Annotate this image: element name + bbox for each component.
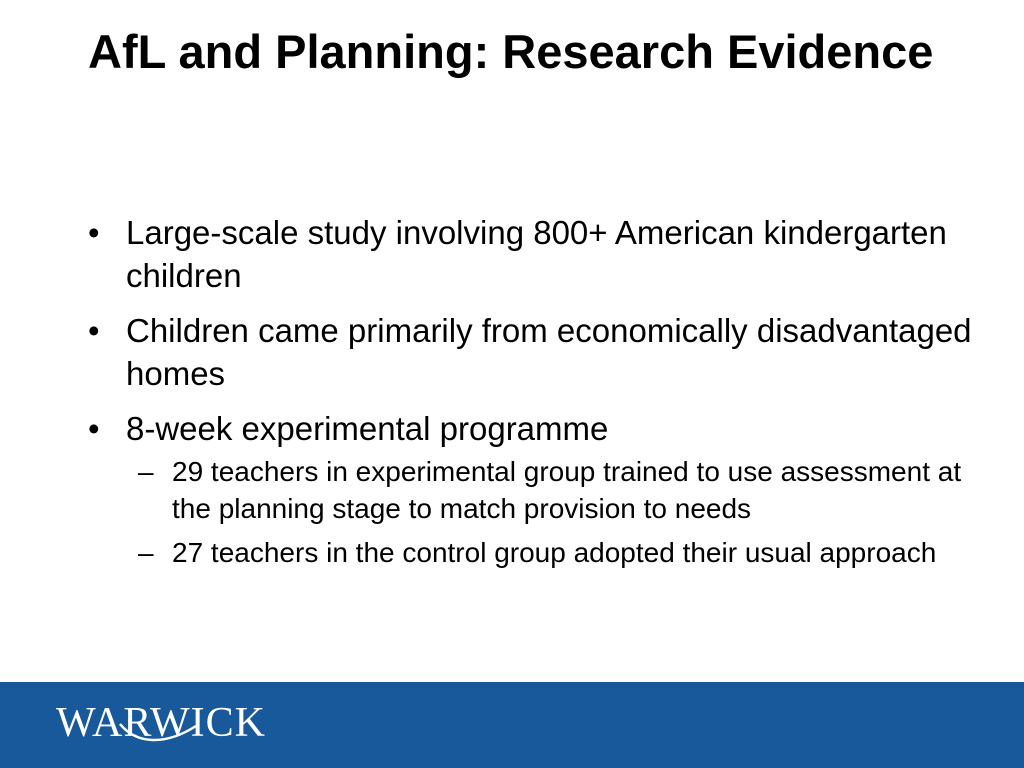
sub-bullet-item <box>138 535 988 572</box>
sub-bullet-list <box>138 454 988 572</box>
bullet-item <box>88 212 988 298</box>
footer-bar <box>0 682 1024 768</box>
bullet-item <box>88 310 988 396</box>
sub-bullet-marker: – <box>138 456 154 488</box>
logo-swoosh-icon <box>118 720 198 744</box>
sub-bullet-text: 29 teachers in experimental group trained to use assessment at the planning stage to match provision to needs <box>172 456 962 525</box>
slide-title: AfL and Planning: Research Evidence <box>88 25 934 78</box>
bullet-text: Large-scale study involving 800+ American kindergarten children <box>126 214 947 294</box>
bullet-marker: • <box>88 214 100 251</box>
bullet-marker: • <box>88 409 100 447</box>
bullet-text: Children came primarily from economically disadvantaged homes <box>126 311 972 392</box>
sub-bullet-marker: – <box>138 537 154 569</box>
bullet-item <box>88 408 988 573</box>
sub-bullet-text: 27 teachers in the control group adopted their usual approach <box>172 537 937 569</box>
bullet-text: 8-week experimental programme <box>126 409 609 447</box>
bullet-marker: • <box>88 311 100 349</box>
bullet-list <box>88 212 988 584</box>
warwick-logo: WARWICK <box>56 700 266 746</box>
sub-bullet-item <box>138 454 988 528</box>
